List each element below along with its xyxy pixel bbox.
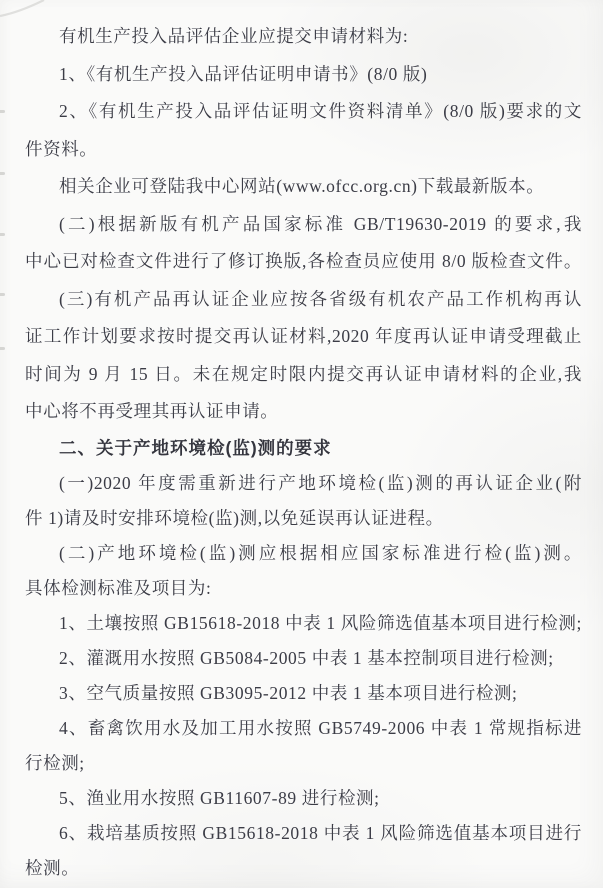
scan-artifact-edge-tick	[0, 172, 5, 175]
text-line: 2、灌溉用水按照 GB5084-2005 中表 1 基本控制项目进行检测;	[59, 647, 554, 668]
text-line: 证工作计划要求按时提交再认证材料,2020 年度再认证申请受理截止	[25, 326, 582, 346]
scan-artifact-edge-tick	[0, 110, 5, 113]
text-line: 检测。	[25, 857, 80, 878]
text-line: 具体检测标准及项目为:	[25, 577, 212, 598]
scan-artifact-edge-tick	[0, 347, 5, 350]
text-line: 1、土壤按照 GB15618-2018 中表 1 风险筛选值基本项目进行检测;	[59, 612, 582, 633]
text-line: 件 1)请及时安排环境检(监)测,以免延误再认证进程。	[25, 507, 444, 528]
section-heading: 二、关于产地环境检(监)测的要求	[59, 437, 332, 458]
text-line: 1、《有机生产投入品评估证明申请书》(8/0 版)	[59, 63, 428, 84]
text-line: 相关企业可登陆我中心网站(www.ofcc.org.cn)下载最新版本。	[59, 176, 545, 196]
document-text-block	[25, 18, 582, 886]
text-line: 4、畜禽饮用水及加工用水按照 GB5749-2006 中表 1 常规指标进	[59, 717, 582, 738]
text-line: 5、渔业用水按照 GB11607-89 进行检测;	[59, 787, 380, 808]
scan-artifact-edge-tick	[0, 293, 5, 296]
text-line: 时间为 9 月 15 日。未在规定时限内提交再认证申请材料的企业,我	[25, 363, 582, 384]
text-line: (一)2020 年度需重新进行产地环境检(监)测的再认证企业(附	[59, 472, 582, 493]
text-line: (二)根据新版有机产品国家标准 GB/T19630-2019 的要求,我	[59, 213, 582, 234]
text-line: (二)产地环境检(监)测应根据相应国家标准进行检(监)测。	[59, 542, 582, 563]
text-line: 有机生产投入品评估企业应提交申请材料为:	[59, 26, 409, 46]
text-line: (三)有机产品再认证企业应按各省级有机农产品工作机构再认	[59, 288, 582, 309]
text-line: 中心已对检查文件进行了修订换版,各检查员应使用 8/0 版检查文件。	[25, 251, 582, 271]
text-line: 3、空气质量按照 GB3095-2012 中表 1 基本项目进行检测;	[59, 682, 518, 703]
text-line: 行检测;	[25, 752, 85, 773]
text-line: 6、栽培基质按照 GB15618-2018 中表 1 风险筛选值基本项目进行	[59, 822, 582, 843]
text-line: 中心将不再受理其再认证申请。	[25, 401, 279, 421]
scan-artifact-edge-tick	[0, 233, 5, 236]
text-line: 件资料。	[25, 138, 98, 159]
text-line: 2、《有机生产投入品评估证明文件资料清单》(8/0 版)要求的文	[59, 101, 582, 121]
